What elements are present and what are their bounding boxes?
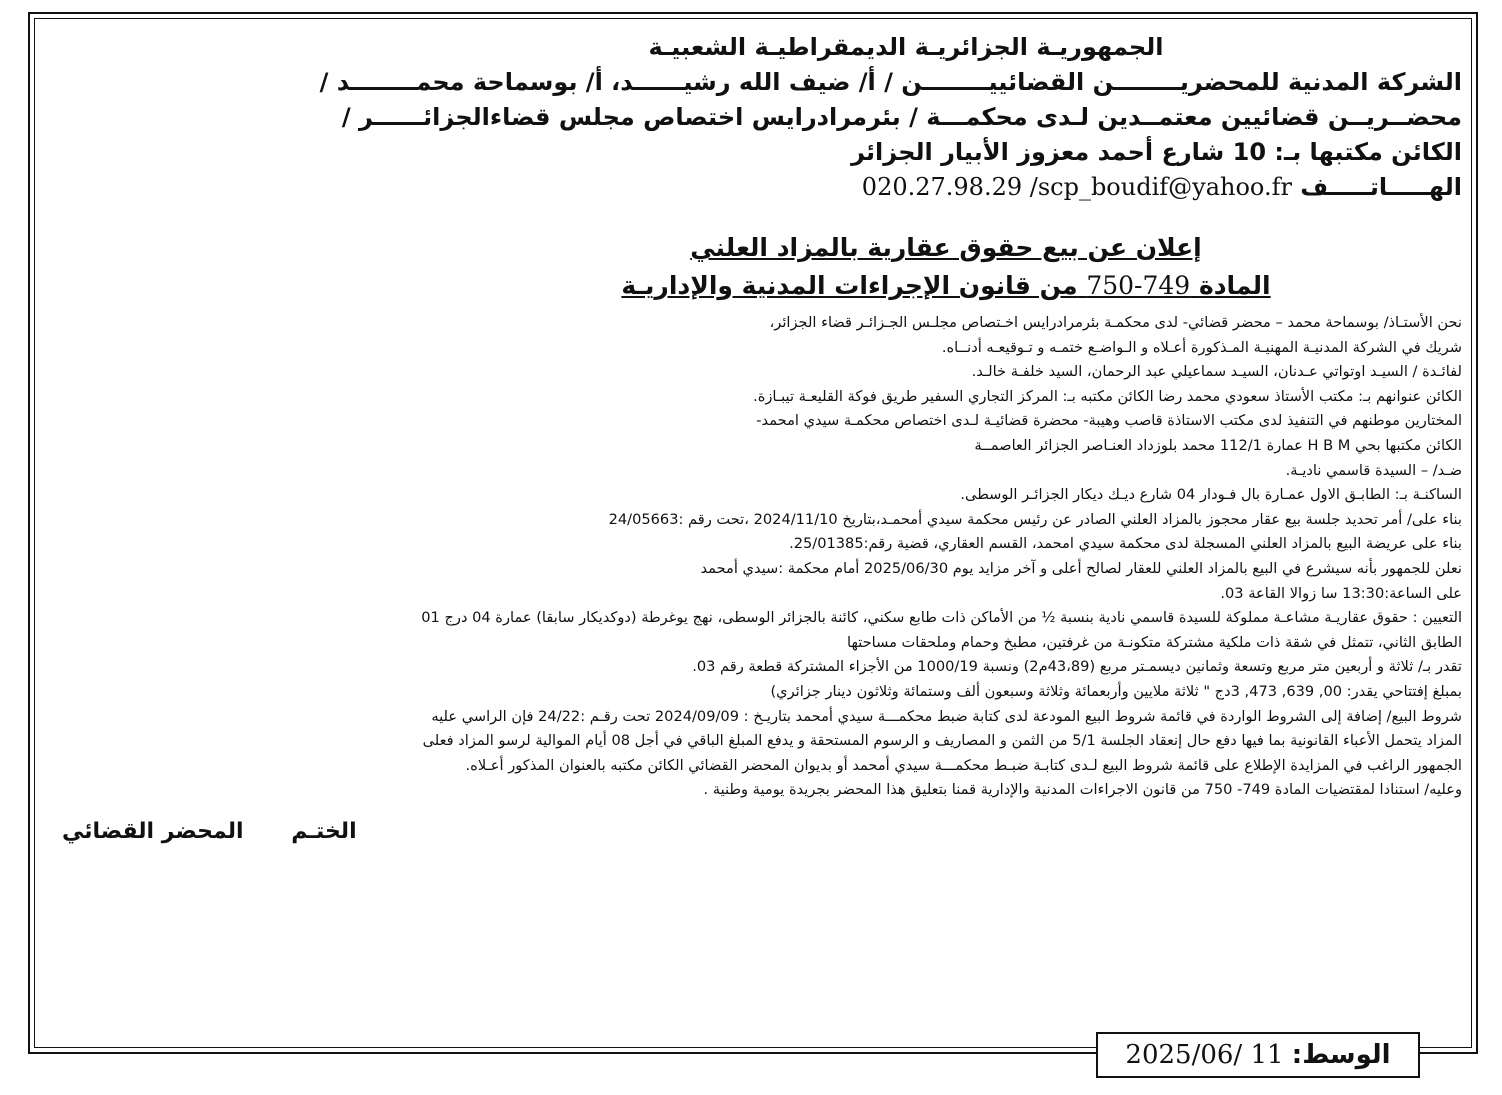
body-line: الجمهور الراغب في المزايدة الإطلاع على قائمة شروط البيع لـدى كتابـة ضبـط محكمـــة سيدي أمحمد أو بديوان المحضر القضائي الكائن مكتبه بالعنوان المذكور أعـلاه. [465,756,1462,774]
phone-line [50,170,1462,205]
body-line: ضـد/ – السيدة قاسمي ناديـة. [1285,461,1462,479]
title-article-label: المادة [1198,271,1271,300]
body-line: بناء على/ أمر تحديد جلسة بيع عقار محجوز بالمزاد العلني الصادر عن رئيس محكمة سيدي أمحمـد،بتاريخ 2024/11/10 ،تحت رقم :24/05663 [608,510,1462,528]
body-line: المزاد يتحمل الأعباء القانونية بما فيها دفع حال إنعقاد الجلسة 5/1 من الثمن و المصاريف و الرسوم المستحقة و يدفع المبلغ الباقي في أجل 08 أيام الموالية لرسو المزاد فعلى [422,732,1462,750]
body-line: نحن الأستـاذ/ بوسماحة محمد – محضر قضائي- لدى محكمـة بئرمرادرايس اخـتصاص مجلـس الجـزائـر قضاء الجزائر، [769,314,1462,331]
publication-date: 2025/06/ 11 [1125,1040,1284,1070]
body-line: بناء على عريضة البيع بالمزاد العلني المسجلة لدى محكمة سيدي امحمد، القسم العقاري، قضية رقم:25/01385. [789,535,1462,553]
title-line-1: إعلان عن بيع حقوق عقارية بالمزاد العلني [690,233,1202,262]
address-line: الكائن مكتبها بـ: 10 شارع أحمد معزوز الأبيار الجزائر [851,138,1462,166]
title-line-2 [430,267,1462,305]
signature-block [50,817,1462,847]
publication-date-box [1096,1032,1420,1078]
body-line: الساكنـة بـ: الطابـق الاول عمـارة بال فـودار 04 شارع ديـك ديكار الجزائـر الوسطى. [960,486,1462,504]
stamp-label: الختـم [291,818,357,844]
phone-label: الهـــــاتـــــف [1300,173,1462,201]
republic-heading: الجمهوريـة الجزائريـة الديمقراطيـة الشعبيـة [648,33,1164,61]
body-line: شريك في الشركة المدنيـة المهنيـة المـذكورة أعـلاه و الـواضـع ختمـه و تـوقيعـه أدنــاه. [941,338,1462,356]
body-line: على الساعة:13:30 سا زوالا القاعة 03. [1220,584,1462,602]
title-article-numbers: 750-749 [1086,271,1191,300]
announcement-title [50,229,1462,305]
body-line: شروط البيع/ إضافة إلى الشروط الواردة في قائمة شروط البيع المودعة لدى كتابة ضبط محكمـــة سيدي أمحمد بتاريـخ : 2024/09/09 تحت رقـم :24/22 فإن الراسي عليه [431,707,1462,725]
company-line: الشركة المدنية للمحضريــــــــن القضائييــــــــن / أ/ ضيف الله رشيــــــد، أ/ بوسماحة محمــــــــد / [319,68,1462,96]
body-line: الكائن عنوانهم بـ: مكتب الأستاذ سعودي محمد رضا الكائن مكتبه بـ: المركز التجاري السفير طريق فوكة القليعـة تيبـازة. [753,387,1462,405]
body-line: الكائن مكتبها بحي H B M عمارة 112/1 محمد بلوزداد العنـاصر الجزائر العاصمــة [974,436,1462,454]
announcement-body [50,311,1462,803]
body-line: لفائـدة / السيـد اوتواتي عـدنان، السيـد سماعيلي عبد الرحمان، السيد خلفـة خالـد. [971,363,1462,381]
body-line: نعلن للجمهور بأنه سيشرع في البيع بالمزاد العلني للعقار لصالح أعلى و آخر مزايد يوم 2025/06/30 أمام محكمة :سيدي أمحمد [700,559,1462,577]
body-line: التعيين : حقوق عقاريـة مشاعـة مملوكة للسيدة قاسمي نادية بنسبة ½ من الأماكن ذات طابع سكني، كائنة بالجزائر الوسطى، نهج يوغرطة (دوكديكار سابقا) عمارة 04 درج 01 [421,609,1462,627]
newspaper-label: الوسط: [1291,1040,1391,1070]
body-line: المختارين موطنهم في التنفيذ لدى مكتب الاستاذة قاصب وهيبة- محضرة قضائيـة لـدى اختصاص محكمـة سيدي امحمد- [756,412,1462,430]
bailiffs-line: محضــريــن قضائيين معتمــدين لـدى محكمـــة / بئرمرادرايس اختصاص مجلس قضاءالجزائــــــر / [341,103,1462,131]
body-line: تقدر بـ/ ثلاثة و أربعين متر مربع وتسعة وثمانين ديسمـتر مربع (43،89م2) ونسبة 1000/19 من الأجزاء المشتركة قطعة رقم 03. [692,658,1462,676]
body-line: الطابق الثاني، تتمثل في شقة ذات ملكية مشتركة متكونـة من غرفتين، مطبخ وحمام وملحقات مساحتها [847,633,1462,651]
title-law-name: من قانون الإجراءات المدنية والإداريـة [621,271,1078,300]
announcement-document [50,30,1462,847]
body-line: وعليه/ استنادا لمقتضيات المادة 749- 750 من قانون الاجراءات المدنية والإدارية قمنا بتعليق هذا المحضر بجريدة يومية وطنية . [703,781,1462,799]
bailiff-label: المحضر القضائي [62,818,244,844]
body-line: بمبلغ إفتتاحي يقدر: 00, 639, 473, 3دج " ثلاثة ملايين وأربعمائة وثلاثة وسبعون ألف وستمائة وثلاثون دينار جزائري) [770,682,1462,700]
phone-contact: 020.27.98.29 /scp_boudif@yahoo.fr [861,173,1292,201]
